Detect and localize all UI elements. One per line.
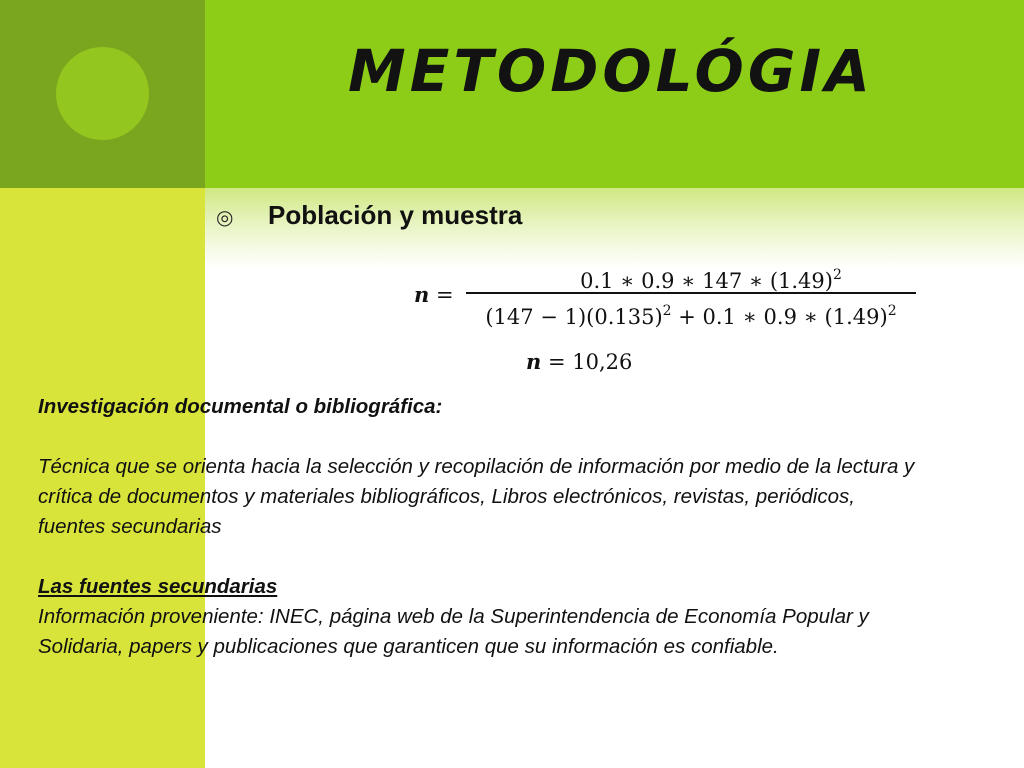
body-content: [38, 392, 918, 662]
section1-heading: Investigación documental o bibliográfica:: [38, 395, 443, 418]
denominator-exponent1: 2: [662, 303, 672, 319]
bullet-icon: ◎: [216, 205, 234, 229]
spacer: [38, 542, 918, 572]
decorative-circle: [56, 47, 149, 140]
formula-result: [526, 349, 632, 374]
section1-text: Técnica que se orienta hacia la selección y recopilación de información por medio de la lectura y crítica de documentos y materiales bibliográficos, Libros electrónicos, revistas, periódicos, fuentes secundarias: [38, 455, 915, 538]
formula-numerator: [466, 258, 916, 292]
formula-fraction: [466, 258, 916, 328]
denominator-part2: + 0.1 ∗ 0.9 ∗ (1.49): [671, 305, 888, 329]
result-variable: n: [526, 349, 542, 374]
section2-heading: Las fuentes secundarias: [38, 575, 278, 598]
formula-equals: =: [435, 283, 454, 307]
formula-variable: n: [414, 282, 430, 307]
numerator-exponent: 2: [832, 267, 842, 283]
spacer: [38, 422, 918, 452]
subtitle: Población y muestra: [268, 200, 523, 230]
numerator-base: 0.1 ∗ 0.9 ∗ 147 ∗ (1.49): [580, 269, 833, 293]
result-value: = 10,26: [547, 350, 633, 374]
denominator-part1: (147 − 1)(0.135): [485, 305, 663, 329]
section2-text: Información proveniente: INEC, página web de la Superintendencia de Economía Popular y Solidaria, papers y publicaciones que garanticen que su información es confiable.: [38, 605, 869, 658]
left-top-block: [0, 0, 205, 188]
formula-lhs: [414, 282, 454, 307]
slide-title: METODOLÓGIA: [348, 37, 874, 105]
denominator-exponent2: 2: [887, 303, 897, 319]
formula-denominator: [466, 294, 916, 328]
